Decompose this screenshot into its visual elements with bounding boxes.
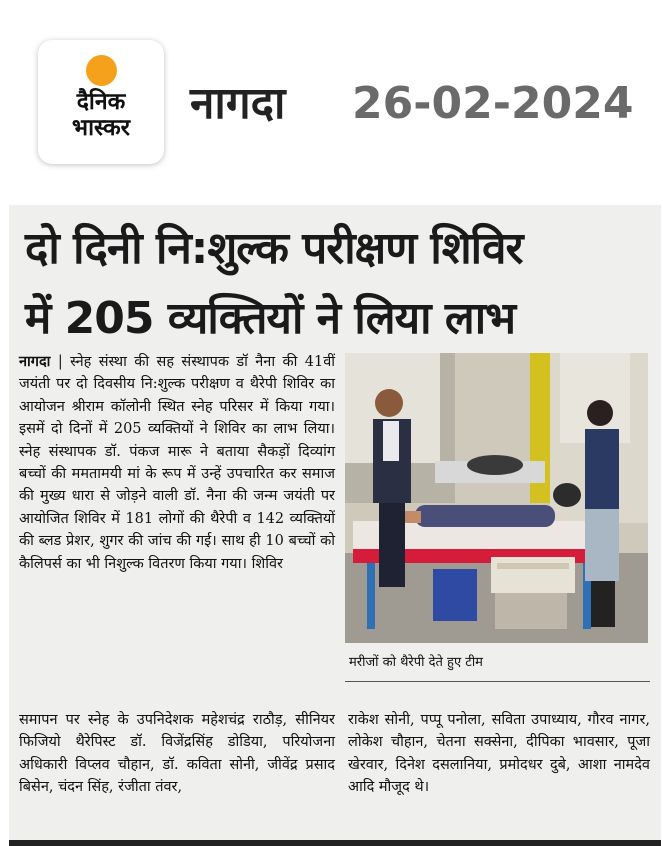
- article-body-bottom-left: समापन पर स्नेह के उपनिदेशक महेशचंद्र राठौड़, सीनियर फिजियो थैरेपिस्ट डॉ. विजेंद्रसिंह डोडिया, परियोजना अधिकारी विप्लव चौहान, डॉ. कविता सोनी, जीवेंद्र प्रसाद बिसेन, चंदन सिंह, रंजीता तंवर,: [19, 712, 335, 796]
- headline-line-1: दो दिनी नि:शुल्क परीक्षण शिविर: [25, 223, 523, 274]
- logo-line-2: भास्कर: [71, 115, 131, 141]
- article-body-bottom-right: राकेश सोनी, पप्पू पनोला, सविता उपाध्याय, गौरव नागर, लोकेश चौहान, चेतना सक्सेना, दीपिका भावसार, पूजा खेरवार, दिनेश दसलानिया, प्रमोदधर दुबे, आशा नामदेव आदि मौजूद थे।: [348, 712, 650, 796]
- dainik-bhaskar-logo: [38, 40, 164, 164]
- photo-caption: मरीजों को थैरेपी देते हुए टीम: [349, 655, 483, 670]
- dateline-separator: |: [57, 354, 71, 370]
- newspaper-clipping: [9, 205, 661, 846]
- city-title: नागदा: [190, 78, 286, 129]
- caption-divider: [345, 681, 650, 682]
- publication-date: 26-02-2024: [352, 78, 634, 129]
- headline-line-2: में 205 व्यक्तियों ने लिया लाभ: [25, 293, 516, 344]
- cut-off-next-headline: [9, 840, 661, 846]
- sun-logo-icon: [86, 55, 117, 86]
- body-main-text: स्नेह संस्था की सह संस्थापक डॉ नैना की 41वीं जयंती पर दो दिवसीय नि:शुल्क परीक्षण व थैरेपी शिविर का आयोजन श्रीराम कॉलोनी स्थित स्नेह परिसर में किया गया। इसमें दो दिनों में 205 व्यक्तियों ने शिविर का लाभ लिया। स्नेह संस्थापक डॉ. पंकज मारू ने बताया सैकड़ों दिव्यांग बच्चों की ममतामयी मां के रूप में उन्हें उपचारित कर समाज की मुख्य धारा से जोड़ने वाली डॉ. नैना की जन्म जयंती पर आयोजित शिविर में 181 लोगों की थैरेपी व 142 व्यक्तियों की ब्लड प्रेशर, शुगर की जांच की गई। साथ ही 10 बच्चों को कैलिपर्स का भी निशुल्क वितरण किया गया। शिविर: [19, 354, 336, 572]
- logo-line-1: दैनिक: [76, 89, 126, 115]
- therapy-scene-illustration: [345, 353, 648, 643]
- article-photo: [345, 353, 648, 643]
- article-body-main: [19, 351, 335, 575]
- dateline: नागदा: [19, 353, 51, 370]
